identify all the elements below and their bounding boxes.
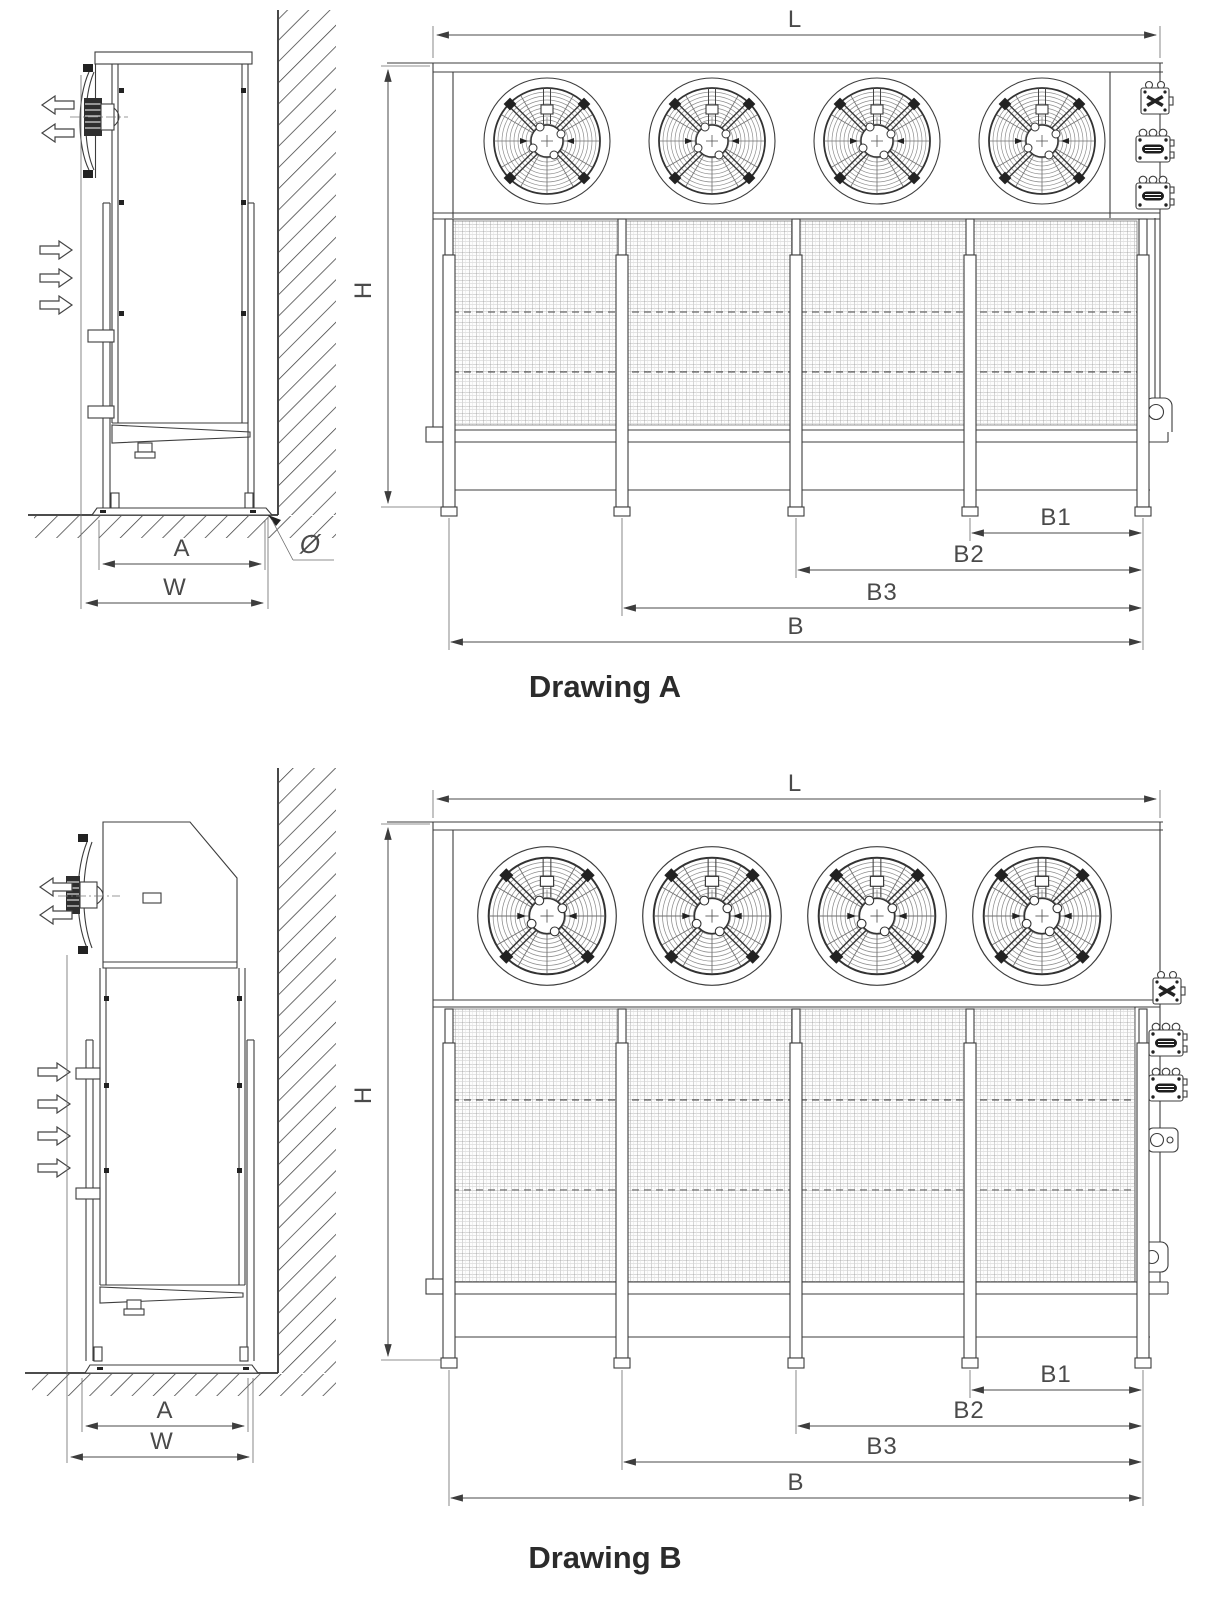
dim-label-h: H	[350, 280, 377, 300]
dim-label-a: A	[156, 1397, 174, 1424]
drawing-a	[28, 6, 1174, 704]
axial-fan-icon	[649, 78, 775, 204]
dim-label-b: B	[787, 613, 805, 640]
drawing-b	[25, 768, 1187, 1575]
dim-label-w: W	[150, 1428, 174, 1455]
drain-stub	[127, 1300, 141, 1309]
dim-label-l: L	[787, 770, 803, 797]
axial-fan-icon	[814, 78, 940, 204]
axial-fan-icon	[484, 78, 610, 204]
dim-label-b2: B2	[953, 541, 985, 568]
junction-box-icon	[1153, 972, 1185, 1005]
unit-outline	[100, 822, 245, 1315]
dim-label-b1: B1	[1040, 1361, 1072, 1388]
airflow-in-arrow	[40, 296, 72, 314]
dim-label-h: H	[350, 1085, 377, 1105]
dim-label-b: B	[787, 1469, 805, 1496]
drain-stub	[138, 443, 152, 452]
base-plate	[92, 508, 272, 515]
junction-box-icon	[1141, 82, 1173, 115]
airflow-in-arrow	[38, 1063, 70, 1081]
dim-label-l: L	[787, 6, 803, 33]
airflow-in-arrow	[40, 241, 72, 259]
airflow-in-arrow	[38, 1095, 70, 1113]
mounting-bracket	[1148, 1128, 1178, 1152]
wall-hatch	[279, 10, 336, 515]
fan-plenum	[103, 822, 237, 968]
axial-fan-icon	[979, 78, 1105, 204]
junction-box-icon	[1149, 1023, 1187, 1056]
drain-pan	[100, 1287, 243, 1303]
support-legs	[88, 203, 272, 515]
junction-box-icon	[1136, 129, 1174, 162]
airflow-out-arrow	[42, 124, 74, 142]
side-view-a	[28, 10, 336, 609]
motor-dome	[97, 886, 103, 904]
airflow-in-arrow	[38, 1159, 70, 1177]
floor-hatch	[32, 1374, 336, 1396]
airflow-in-arrow	[40, 269, 72, 287]
dimension-chain-b	[449, 1361, 1143, 1506]
axial-fan-icon	[808, 847, 947, 986]
dim-label-b3: B3	[866, 579, 898, 606]
dim-label-w: W	[163, 574, 187, 601]
drawing-a-title: Drawing A	[528, 669, 682, 704]
axial-fan-icon	[643, 847, 782, 986]
junction-box-icon	[1136, 176, 1174, 209]
wall-bracket	[88, 406, 114, 418]
wall-bracket	[76, 1068, 100, 1079]
base-plate	[85, 1365, 258, 1373]
wall-bracket	[76, 1188, 100, 1199]
dim-label-diameter: Ø	[299, 529, 321, 559]
dimension-l	[433, 770, 1160, 818]
drain-pan	[112, 425, 250, 443]
dim-label-b3: B3	[866, 1433, 898, 1460]
dim-label-b2: B2	[953, 1397, 985, 1424]
front-view-b	[350, 770, 1187, 1506]
airflow-in-arrow	[38, 1127, 70, 1145]
axial-fan-icon	[478, 847, 617, 986]
junction-box-icon	[1149, 1068, 1187, 1101]
dim-label-b1: B1	[1040, 504, 1072, 531]
dimension-chain-b	[449, 504, 1143, 650]
support-legs	[76, 1040, 258, 1373]
drawing-b-title: Drawing B	[528, 1540, 682, 1575]
dim-label-a: A	[173, 535, 191, 562]
side-fan-assembly	[70, 64, 128, 178]
dimension-l	[433, 6, 1160, 58]
side-view-b	[25, 768, 336, 1463]
front-view-a	[350, 6, 1174, 650]
wall-bracket	[88, 330, 114, 342]
airflow-out-arrow	[42, 96, 74, 114]
wall-hatch	[279, 768, 336, 1373]
axial-fan-icon	[973, 847, 1112, 986]
